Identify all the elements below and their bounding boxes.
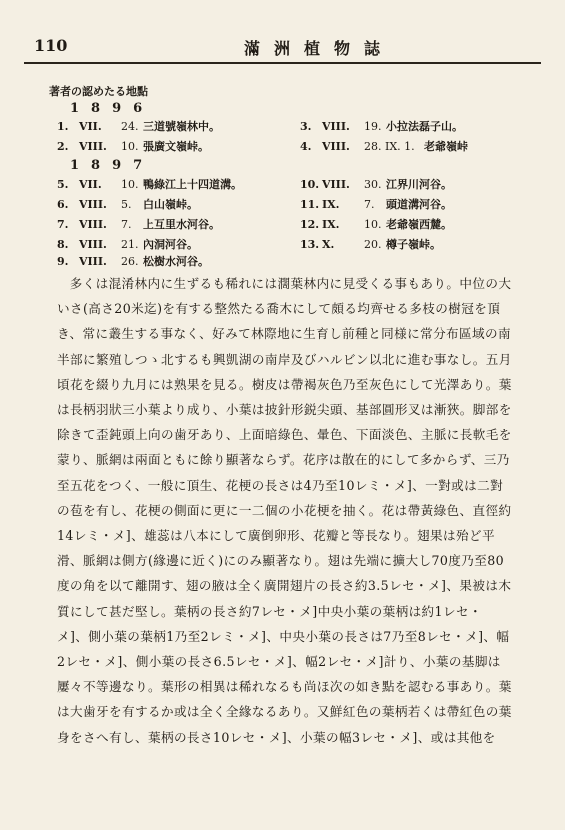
entry-day: 10. (364, 218, 382, 231)
entry-index: 4. (300, 140, 312, 153)
entry-index: 3. (300, 120, 312, 133)
entry-place: 江界川河谷。 (386, 178, 452, 191)
entry-day: 28. IX. 1. (364, 140, 415, 153)
entry-place: 松樹水河谷。 (143, 255, 209, 268)
locality-entry (300, 175, 452, 195)
locality-entry (57, 137, 209, 157)
entry-month: IX. (322, 218, 340, 231)
entry-day: 5. (121, 198, 132, 211)
entry-month: VIII. (322, 120, 350, 133)
entry-index: 1. (57, 120, 69, 133)
page-number: 110 (34, 36, 68, 55)
entry-index: 9. (57, 255, 69, 268)
entry-month: VIII. (79, 198, 107, 211)
entry-place: 頭道溝河谷。 (386, 198, 452, 211)
entry-month: VIII. (322, 140, 350, 153)
entry-day: 26. (121, 255, 139, 268)
entry-place: 張廣文嶺峠。 (143, 140, 209, 153)
entry-day: 21. (121, 238, 139, 251)
entry-day: 10. (121, 140, 139, 153)
locality-entry (300, 215, 452, 235)
entry-month: VIII. (79, 218, 107, 231)
locality-entry (57, 215, 220, 235)
entry-place: 三道號嶺林中。 (143, 120, 220, 133)
entry-day: 24. (121, 120, 139, 133)
entry-month: IX. (322, 198, 340, 211)
entry-month: VIII. (322, 178, 350, 191)
entry-day: 30. (364, 178, 382, 191)
entry-day: 10. (121, 178, 139, 191)
locality-entry (57, 175, 242, 195)
entry-place: 老爺嶺西麓。 (386, 218, 452, 231)
species-description (57, 271, 512, 750)
entry-month: X. (322, 238, 335, 251)
locality-entry (300, 195, 452, 215)
locality-entry (57, 117, 220, 137)
page-header (24, 22, 541, 64)
locality-entry (300, 235, 441, 255)
entry-index: 11. (300, 198, 320, 211)
entry-place: 白山嶺峠。 (143, 198, 198, 211)
entry-month: VII. (79, 178, 102, 191)
entry-index: 6. (57, 198, 69, 211)
entry-index: 5. (57, 178, 69, 191)
entry-index: 2. (57, 140, 69, 153)
entry-place: 老爺嶺峠 (424, 140, 468, 153)
entry-day: 19. (364, 120, 382, 133)
description-paragraph: 多くは混淆林内に生ずるも稀れには濶葉林内に見受くる事もあり。中位の大いさ(高さ20米迄)を有する整然たる喬木にして頗る均齊せる多枝の樹冠を頂き、常に叢生する事なく、好みて林際地に生育し前種と同様に常分布區域の南半部に繁殖しつゝ北するも興凱湖の南岸及びハルビン以北に進む事なし。五月頃花を綴り九月には熟果を見る。樹皮は帶褐灰色乃至灰色にして光澤あり。葉は長柄羽狀三小葉より成り、小葉は披針形鋭尖頭、基部圓形叉は漸狹。脚部を除きて歪鈍頭上向の歯牙あり、上面暗綠色、暈色、下面淡色、主脈に長軟毛を蒙り、脈網は兩面ともに餘り顯著ならず。花序は散在的にして多からず、三乃至五花をつく、一般に頂生、花梗の長さは4乃至10レミ・メ]、一對或は二對の苞を有し、花梗の側面に更に一二個の小花梗を抽く。花は帶黃綠色、直徑約14レミ・メ]、雄蕊は八本にして廣倒卵形、花瓣と等長なり。翅果は殆ど平滑、脈網は側方(緣邊に近く)にのみ顯著なり。翅は先端に擴大し70度乃至80度の角を以て離開す、翅の腋は全く廣開翅片の長さ約3.5レセ・メ]、果被は木質にして甚だ堅し。葉柄の長さ約7レセ・メ]中央小葉の葉柄は約1レセ・メ]、側小葉の葉柄1乃至2レミ・メ]、中央小葉の長さは7乃至8レセ・メ]、幅2レセ・メ]、側小葉の長さ6.5レセ・メ]、幅2レセ・メ]計り、小葉の基脚は屢々不等邊なり。葉形の相異は稀れなるも尚ほ次の如き點を認むる事あり。葉は大歯牙を有するか或は全く全緣なるあり。又鮮紅色の葉柄若くは帶紅色の葉身をさへ有し、葉柄の長さ10レセ・メ]、小葉の幅3レセ・メ]、或は其他を (57, 276, 512, 745)
entry-month: VIII. (79, 140, 107, 153)
locality-entry (57, 252, 209, 272)
year-heading: 1897 (70, 158, 155, 173)
entry-month: VIII. (79, 238, 107, 251)
entry-day: 7. (121, 218, 132, 231)
page-title: 滿洲植物誌 (244, 39, 395, 58)
locality-entry (57, 195, 198, 215)
entry-day: 7. (364, 198, 375, 211)
entry-month: VIII. (79, 255, 107, 268)
year-heading: 1896 (70, 101, 155, 116)
locality-entry (300, 137, 468, 157)
entry-place: 內洞河谷。 (143, 238, 198, 251)
entry-index: 8. (57, 238, 69, 251)
entry-place: 上互里水河谷。 (143, 218, 220, 231)
entry-index: 12. (300, 218, 320, 231)
entry-index: 7. (57, 218, 69, 231)
entry-place: 鴨綠江上十四道溝。 (143, 178, 242, 191)
entry-day: 20. (364, 238, 382, 251)
entry-index: 13. (300, 238, 320, 251)
entry-place: 小拉法磊子山。 (386, 120, 463, 133)
entry-place: 樽子嶺峠。 (386, 238, 441, 251)
entry-month: VII. (79, 120, 102, 133)
locality-entry (300, 117, 463, 137)
entry-index: 10. (300, 178, 320, 191)
locality-heading: 著者の認めたる地點 (49, 85, 148, 98)
